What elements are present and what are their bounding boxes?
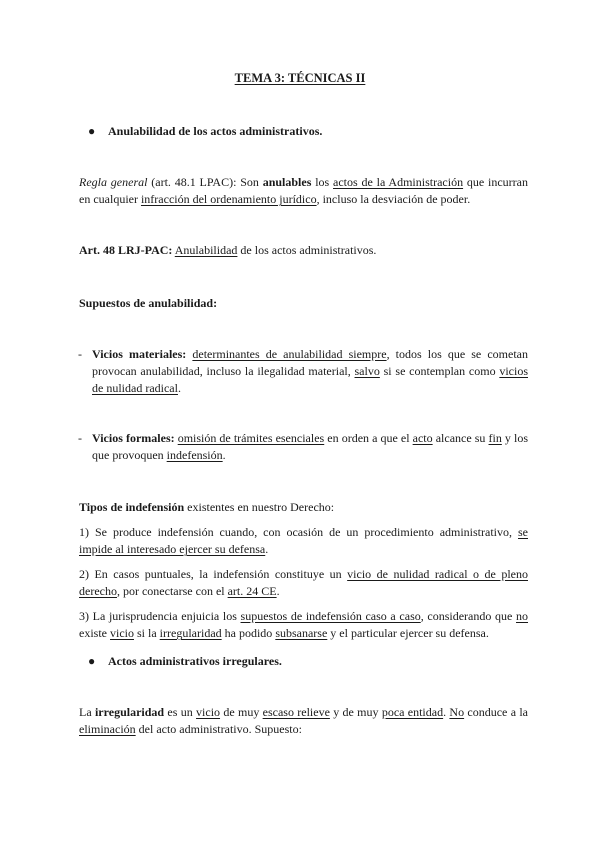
section-heading-irregulares [88, 653, 282, 670]
section-heading-text: Actos administrativos irregulares. [108, 654, 282, 668]
list-item-1: 1) Se produce indefensión cuando, con ocasión de un procedimiento administrativo, se impide al interesado ejercer su defensa. [79, 525, 528, 556]
paragraph-art-48: Art. 48 LRJ-PAC: Anulabilidad de los actos administrativos. [79, 243, 377, 257]
list-item-vicios-formales: Vicios formales: omisión de trámites esenciales en orden a que el acto alcance su fin y los que provoquen indefensión. [92, 431, 529, 462]
list-dash: - [78, 347, 82, 361]
bullet-icon: ● [88, 654, 96, 668]
section-heading-text: Anulabilidad de los actos administrativos. [108, 124, 323, 138]
list-item-vicios-materiales: Vicios materiales: determinantes de anulabilidad siempre, todos los que se cometan provocan anulabilidad, incluso la ilegalidad material, salvo si se contemplan como vicios de nulidad radical. [92, 347, 528, 395]
paragraph-regla-general: Regla general (art. 48.1 LPAC): Son anulables los actos de la Administración que incurran en cualquier infracción del ordenamiento jurídico, incluso la desviación de poder. [79, 175, 528, 206]
paragraph-irregularidad: La irregularidad es un vicio de muy escaso relieve y de muy poca entidad. No conduce a la eliminación del acto administrativo. Supuesto: [79, 705, 528, 736]
list-item-3: 3) La jurisprudencia enjuicia los supuestos de indefensión caso a caso, considerando que no existe vicio si la irregularidad ha podido subsanarse y el particular ejercer su defensa. [79, 609, 529, 640]
heading-supuestos: Supuestos de anulabilidad: [79, 296, 218, 310]
list-dash: - [78, 431, 82, 445]
section-heading-anulabilidad [88, 123, 323, 140]
bullet-icon: ● [88, 124, 96, 138]
paragraph-tipos-indefension: Tipos de indefensión existentes en nuestro Derecho: [79, 500, 335, 514]
page-title: TEMA 3: TÉCNICAS II [234, 71, 366, 85]
list-item-2: 2) En casos puntuales, la indefensión constituye un vicio de nulidad radical o de pleno derecho, por conectarse con el art. 24 CE. [79, 567, 528, 598]
